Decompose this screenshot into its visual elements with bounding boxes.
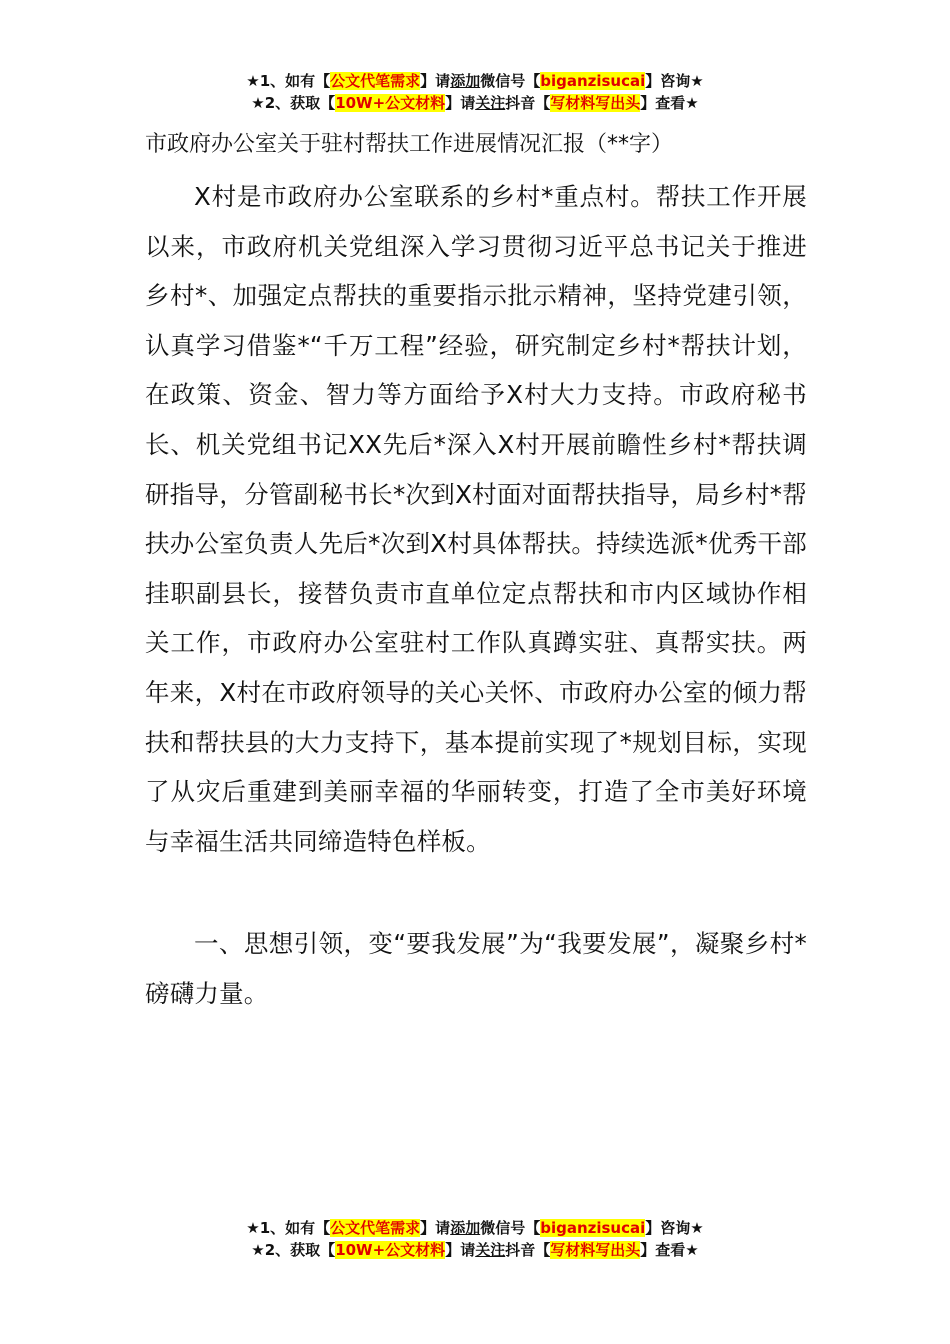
promo-text: ★1、如有【	[246, 1219, 331, 1237]
promo-text: 】请	[445, 94, 476, 112]
promo-underlined: 关注	[475, 1241, 506, 1259]
section-heading-1: 一、思想引领，变“要我发展”为“我要发展”，凝聚乡村*磅礴力量。	[145, 929, 807, 1008]
promo-text: 】请	[420, 1219, 451, 1237]
promo-text: ★2、获取【	[251, 1241, 336, 1259]
promo-highlight-douyin: 写材料写出头	[550, 1241, 641, 1259]
promo-text: 】咨询★	[645, 1219, 704, 1237]
promo-text: 】查看★	[640, 94, 699, 112]
header-promo-banner	[0, 70, 950, 114]
promo-underlined: 添加	[450, 1219, 481, 1237]
promo-text: 微信号【	[480, 72, 541, 90]
promo-text: 】查看★	[640, 1241, 699, 1259]
promo-underlined: 添加	[450, 72, 481, 90]
promo-text: 抖音【	[505, 1241, 551, 1259]
promo-line-2	[0, 1239, 950, 1261]
promo-text: 】咨询★	[645, 72, 704, 90]
promo-text: ★1、如有【	[246, 72, 331, 90]
body-paragraph-1: X村是市政府办公室联系的乡村*重点村。帮扶工作开展以来，市政府机关党组深入学习贯彻习近平总书记关于推进乡村*、加强定点帮扶的重要指示批示精神，坚持党建引领，认真学习借鉴*“千万工程”经验，研究制定乡村*帮扶计划，在政策、资金、智力等方面给予X村大力支持。市政府秘书长、机关党组书记XX先后*深入X村开展前瞻性乡村*帮扶调研指导，分管副秘书长*次到X村面对面帮扶指导，局乡村*帮扶办公室负责人先后*次到X村具体帮扶。持续选派*优秀干部挂职副县长，接替负责市直单位定点帮扶和市内区域协作相关工作，市政府办公室驻村工作队真蹲实驻、真帮实扶。两年来，X村在市政府领导的关心关怀、市政府办公室的倾力帮扶和帮扶县的大力支持下，基本提前实现了*规划目标，实现了从灾后重建到美丽幸福的华丽转变，打造了全市美好环境与幸福生活共同缔造特色样板。	[145, 182, 807, 856]
promo-text: 微信号【	[480, 1219, 541, 1237]
promo-highlight: 公文代笔需求	[330, 1219, 421, 1237]
promo-highlight: 10W+公文材料	[335, 1241, 446, 1259]
promo-text: 】请	[445, 1241, 476, 1259]
promo-text: ★2、获取【	[251, 94, 336, 112]
promo-highlight-wechat: biganzisucai	[540, 1219, 646, 1237]
footer-promo-banner	[0, 1217, 950, 1261]
promo-highlight: 10W+公文材料	[335, 94, 446, 112]
promo-line-1	[0, 1217, 950, 1239]
promo-underlined: 关注	[475, 94, 506, 112]
promo-text: 】请	[420, 72, 451, 90]
document-title: 市政府办公室关于驻村帮扶工作进展情况汇报（**字）	[145, 132, 674, 157]
promo-highlight: 公文代笔需求	[330, 72, 421, 90]
promo-line-2	[0, 92, 950, 114]
promo-text: 抖音【	[505, 94, 551, 112]
promo-highlight-douyin: 写材料写出头	[550, 94, 641, 112]
promo-line-1	[0, 70, 950, 92]
promo-highlight-wechat: biganzisucai	[540, 72, 646, 90]
